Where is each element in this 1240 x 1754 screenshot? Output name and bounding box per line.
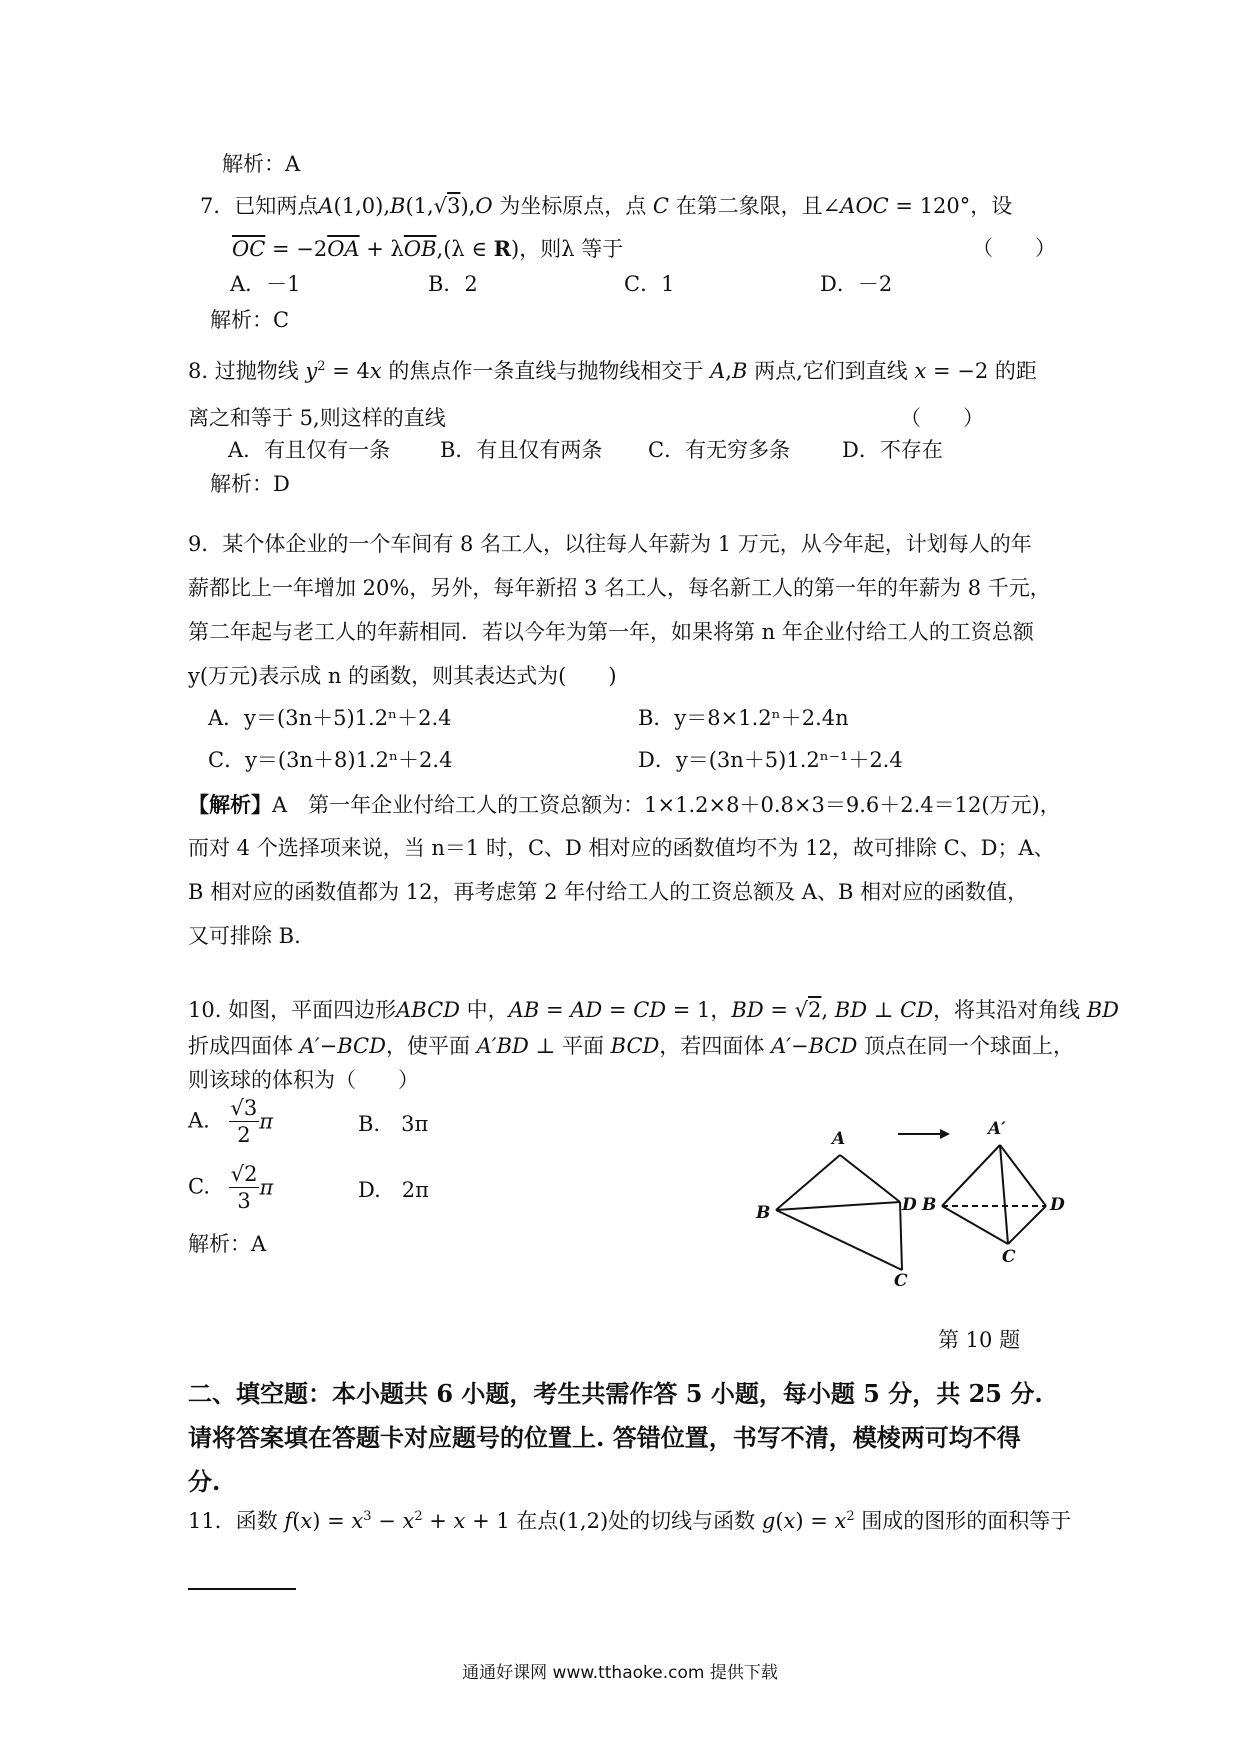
q6-analysis: 解析：A <box>222 152 301 176</box>
q9-stem-line1: 9．某个体企业的一个车间有 8 名工人，以往每人年薪为 1 万元，从今年起，计划每人的年 <box>188 532 1032 556</box>
q10-analysis: 解析：A <box>188 1232 267 1256</box>
q10-part-2c: 平面 <box>561 1034 604 1058</box>
q7-stem-line2: $\overline{OC} = -2\overline{OA} + \lambda\overline{OB},(\lambda$ ∈ R)，则λ 等于 <box>232 236 624 261</box>
q9-analysis-line2: 而对 4 个选择项来说，当 n＝1 时，C、D 相对应的函数值均不为 12，故可排除 C、D；A、 <box>188 836 1055 860</box>
q9-analysis-tag: 【解析】 <box>188 792 272 817</box>
edge-bc <box>776 1210 902 1270</box>
q9-analysis-line3: B 相对应的函数值都为 12，再考虑第 2 年付给工人的工资总额及 A、B 相对应的函数值， <box>188 880 1029 904</box>
q10-option-c-fraction <box>229 1164 260 1212</box>
q8-part-d: 的距 <box>994 359 1037 383</box>
edge-a2d <box>1000 1145 1046 1206</box>
q7-option-b: B．2 <box>428 272 478 296</box>
q8-option-c: C．有无穷多条 <box>648 438 791 462</box>
q10-option-a-fraction <box>229 1098 260 1146</box>
q10-option-a-denominator: 2 <box>237 1123 251 1147</box>
q10-part-b: 中， <box>466 998 509 1022</box>
q9-option-d: D．y＝(3n＋5)1.2ⁿ⁻¹＋2.4 <box>638 748 903 772</box>
q8-lead: 8. 过抛物线 <box>188 359 299 383</box>
q10-part-2d: ，若四面体 <box>659 1034 765 1058</box>
edge-b2c <box>942 1206 1008 1244</box>
q10-option-c-denominator: 3 <box>237 1189 251 1213</box>
label-a-prime: A′ <box>988 1119 1006 1139</box>
q9-analysis-line4: 又可排除 B. <box>188 924 301 948</box>
q7-cond2: 在第二象限，且 <box>675 194 823 218</box>
edge-bd <box>776 1202 900 1210</box>
q11-part-b: 在点 <box>516 1509 559 1533</box>
q7-option-d: D．－2 <box>820 272 893 296</box>
q11-part-c: 处的切线与函数 <box>608 1509 756 1533</box>
q8-analysis: 解析：D <box>210 472 290 496</box>
q7-analysis: 解析：C <box>210 308 290 332</box>
q7-lead: 7．已知两点 <box>200 194 319 218</box>
edge-c2d <box>1008 1206 1046 1244</box>
q10-option-d: D. 2π <box>358 1178 429 1202</box>
q7-option-a: A．－1 <box>230 272 301 296</box>
q7-cond1: ，点 <box>604 194 647 218</box>
edge-a2c <box>1000 1145 1008 1244</box>
section2-heading <box>188 1372 1068 1504</box>
q10-figure-caption: 第 10 题 <box>938 1328 1021 1352</box>
q8-option-d: D．不存在 <box>842 438 943 462</box>
q7-option-c: C．1 <box>624 272 675 296</box>
q8-option-b: B．有且仅有两条 <box>440 438 603 462</box>
section2-line1: 二、填空题：本小题共 6 小题，考生共需作答 5 小题，每小题 5 分，共 25 分. <box>188 1379 1043 1408</box>
label-b: B <box>756 1203 771 1223</box>
q11-stem: 11．函数 $f(x) = x^3 - x^2 + x + 1$ 在点(1,2)处的切线与函数 $g(x) = x^2$ 围成的图形的面积等于 <box>188 1509 1072 1533</box>
label-c2: C <box>1002 1247 1016 1267</box>
edge-ab <box>776 1155 840 1210</box>
tetrahedron-a-bcd <box>942 1145 1046 1244</box>
label-d: D <box>902 1195 917 1215</box>
q8-stem-line1: 8. 过抛物线 $y^2 = 4x$ 的焦点作一条直线与抛物线相交于 A,B 两点,它们到直线 x = −2 的距 <box>188 359 1037 383</box>
q7-paren: （ ） <box>972 236 1056 260</box>
q10-part-d: ，将其沿对角线 <box>933 998 1081 1022</box>
q7-cond3: ，设 <box>970 194 1013 218</box>
q10-option-a: A. $\frac{√3}{2}$ π <box>188 1096 274 1147</box>
edge-a2b <box>942 1145 1000 1206</box>
q8-part-c: 两点,它们到直线 <box>754 359 908 383</box>
q10-figure <box>744 1110 1104 1300</box>
section2-line3: 分. <box>188 1467 221 1496</box>
q11-part-d: 围成的图形的面积等于 <box>861 1509 1072 1533</box>
q9-option-a: A．y＝(3n＋5)1.2ⁿ＋2.4 <box>208 706 452 730</box>
quadrilateral-abcd <box>776 1155 902 1270</box>
footer-credit: 通通好课网 www.tthaoke.com 提供下载 <box>462 1663 778 1683</box>
section2-line2: 请将答案填在答题卡对应题号的位置上. 答错位置，书写不清，模棱两可均不得 <box>188 1423 1021 1452</box>
q8-paren: （ ） <box>900 406 984 430</box>
q9-stem-line2: 薪都比上一年增加 20%，另外，每年新招 3 名工人，每名新工人的第一年的年薪为 8 千元， <box>188 576 1051 600</box>
label-d2: D <box>1050 1195 1065 1215</box>
q10-option-c: C. $\frac{√2}{3}$ π <box>188 1162 274 1213</box>
label-b2: B <box>922 1195 937 1215</box>
q9-analysis-text1: A 第一年企业付给工人的工资总额为：1×1.2×8＋0.8×3＝9.6＋2.4＝12(万元)， <box>272 793 1061 817</box>
q10-part-2e: 顶点在同一个球面上， <box>864 1034 1075 1058</box>
q11-lead: 11．函数 <box>188 1509 278 1533</box>
q10-stem-line1: 10. 如图，平面四边形ABCD 中，AB = AD = CD = 1，BD = √2, BD ⊥ CD，将其沿对角线 BD <box>188 998 1120 1022</box>
q10-stem-line2: 折成四面体 A′−BCD，使平面 A′BD ⊥ 平面 BCD，若四面体 A′−BCD 顶点在同一个球面上， <box>188 1034 1075 1058</box>
q8-stem-line2: 离之和等于 5,则这样的直线 <box>188 406 446 430</box>
q9-option-c: C．y＝(3n＋8)1.2ⁿ＋2.4 <box>208 748 453 772</box>
q9-stem-line4: y(万元)表示成 n 的函数，则其表达式为( ) <box>188 664 617 688</box>
label-a: A <box>832 1129 846 1149</box>
q10-option-c-label: C. <box>188 1174 210 1199</box>
q7-stem-line1: 7．已知两点A(1,0),B(1,√3),O 为坐标原点，点 C 在第二象限，且∠AOC = 120°，设 <box>200 194 1013 218</box>
edge-ad <box>840 1155 900 1202</box>
q10-part-2a: 折成四面体 <box>188 1034 293 1058</box>
q7-eq-lambda: ，则λ 等于 <box>519 237 624 261</box>
q9-analysis-line1 <box>188 794 1061 816</box>
q10-part-2b: ，使平面 <box>385 1034 470 1058</box>
q10-option-c-numerator: √2 <box>230 1162 258 1186</box>
q9-option-b: B．y＝8×1.2ⁿ＋2.4n <box>638 706 849 730</box>
label-c: C <box>894 1271 908 1291</box>
q10-option-b: B. 3π <box>358 1112 429 1136</box>
q8-part-b: 的焦点作一条直线与抛物线相交于 <box>388 359 704 383</box>
q9-stem-line3: 第二年起与老工人的年薪相同．若以今年为第一年，如果将第 n 年企业付给工人的工资总额 <box>188 620 1034 644</box>
q10-part-c: ， <box>710 998 732 1022</box>
q10-option-a-label: A. <box>188 1108 210 1133</box>
q11-answer-blank <box>188 1588 296 1590</box>
arrow-icon <box>898 1129 950 1139</box>
q7-points: A <box>318 194 334 218</box>
q8-option-a: A．有且仅有一条 <box>228 438 391 462</box>
q10-option-a-numerator: √3 <box>230 1096 258 1120</box>
q10-lead: 10. 如图，平面四边形 <box>188 998 397 1022</box>
q10-stem-line3: 则该球的体积为（ ） <box>188 1068 419 1092</box>
